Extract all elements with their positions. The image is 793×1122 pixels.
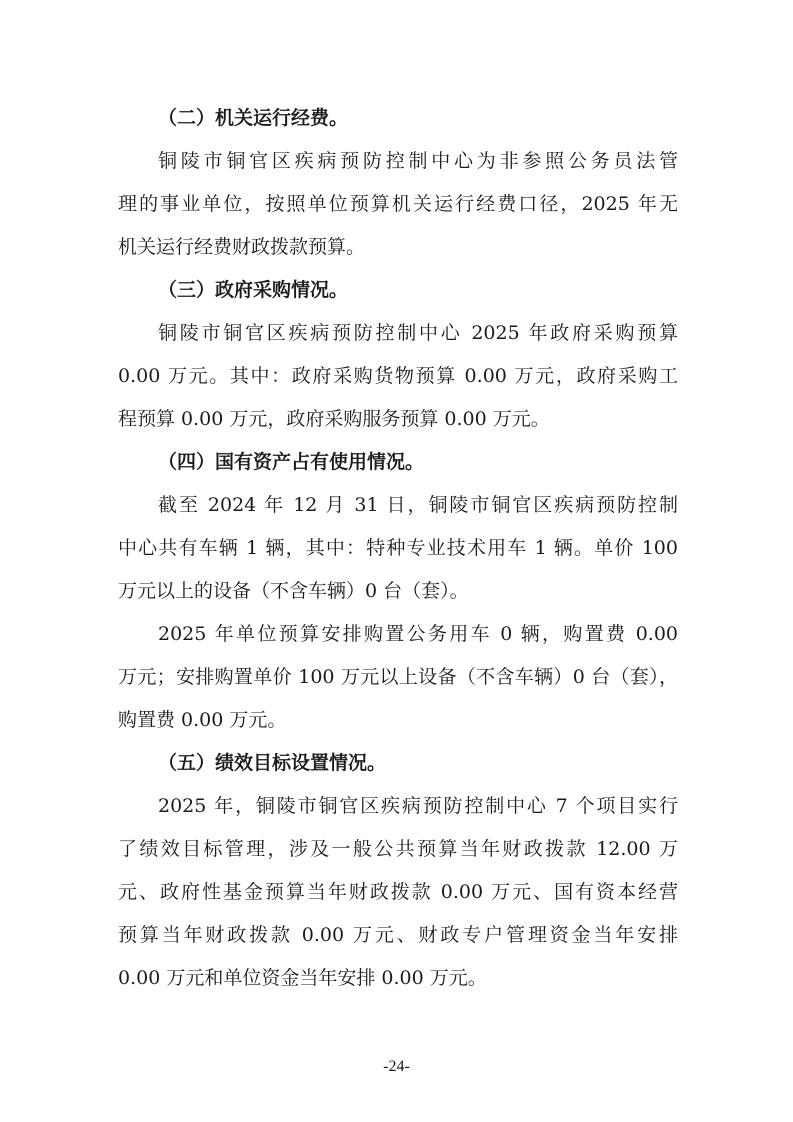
text-line: 2025 年单位预算安排购置公务用车 0 辆，购置费 0.00 — [158, 623, 678, 645]
text-line: 理的事业单位，按照单位预算机关运行经费口径，2025 年无 — [118, 193, 678, 215]
text-line: 元、政府性基金预算当年财政拨款 0.00 万元、国有资本经营 — [118, 881, 678, 903]
section-heading: （四）国有资产占有使用情况。 — [158, 451, 425, 473]
text-line: 万元以上的设备（不含车辆）0 台（套）。 — [118, 580, 469, 602]
text-line: 铜陵市铜官区疾病预防控制中心 2025 年政府采购预算 — [158, 322, 678, 344]
text-line: 铜陵市铜官区疾病预防控制中心为非参照公务员法管 — [158, 150, 678, 172]
text-line: 了绩效目标管理，涉及一般公共预算当年财政拨款 12.00 万 — [118, 838, 678, 860]
page-number: -24- — [383, 1058, 410, 1075]
text-line: 2025 年，铜陵市铜官区疾病预防控制中心 7 个项目实行 — [158, 795, 678, 817]
text-line: 0.00 万元和单位资金当年安排 0.00 万元。 — [118, 967, 487, 989]
text-line: 程预算 0.00 万元，政府采购服务预算 0.00 万元。 — [118, 408, 550, 430]
text-line: 中心共有车辆 1 辆，其中：特种专业技术用车 1 辆。单价 100 — [118, 537, 678, 559]
text-line: 0.00 万元。其中：政府采购货物预算 0.00 万元，政府采购工 — [118, 365, 678, 387]
text-line: 购置费 0.00 万元。 — [118, 709, 287, 731]
paragraph — [118, 312, 678, 441]
section-heading: （三）政府采购情况。 — [158, 279, 349, 301]
section-heading: （五）绩效目标设置情况。 — [158, 752, 387, 774]
text-line: 截至 2024 年 12 月 31 日，铜陵市铜官区疾病预防控制 — [158, 494, 678, 516]
document-body — [118, 97, 678, 1000]
paragraph — [118, 484, 678, 613]
text-line: 预算当年财政拨款 0.00 万元、财政专户管理资金当年安排 — [118, 924, 678, 946]
paragraph — [118, 785, 678, 1000]
paragraph — [118, 140, 678, 269]
text-line: 万元；安排购置单价 100 万元以上设备（不含车辆）0 台（套）， — [118, 666, 678, 688]
text-line: 机关运行经费财政拨款预算。 — [118, 236, 366, 258]
paragraph — [118, 613, 678, 742]
section-heading: （二）机关运行经费。 — [158, 107, 349, 129]
